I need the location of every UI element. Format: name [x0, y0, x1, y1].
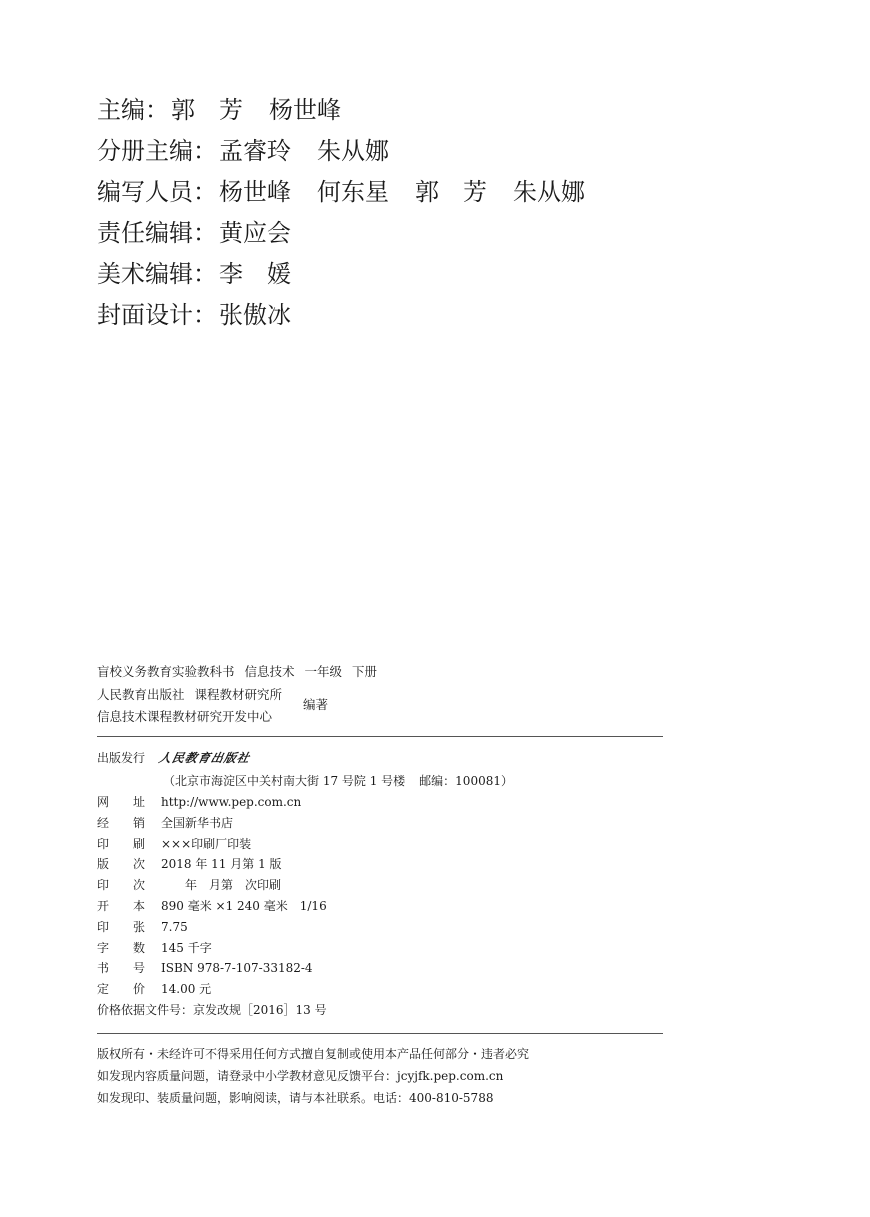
info-row-sheets	[97, 917, 527, 938]
credit-name: 张傲冰	[219, 301, 291, 329]
publisher-label: 出版发行	[97, 751, 146, 765]
credit-name: 郭 芳	[171, 96, 243, 124]
publication-info	[97, 746, 527, 1021]
credit-name: 孟睿玲	[219, 137, 291, 165]
info-row-word-count	[97, 938, 527, 959]
info-value: 2018 年 11 月第 1 版	[161, 857, 282, 872]
credit-names	[219, 172, 611, 213]
credit-name: 何东星	[317, 178, 389, 206]
info-value: ×××印刷厂印装	[161, 836, 252, 851]
credit-label: 分册主编：	[97, 137, 217, 165]
author-publisher: 人民教育出版社	[97, 687, 185, 702]
info-label: 印 刷	[97, 836, 146, 851]
authors-block	[97, 684, 292, 728]
info-label: 书 号	[97, 961, 146, 976]
book-grade: 一年级	[304, 664, 343, 679]
info-value: 7.75	[161, 919, 188, 934]
info-row-edition	[97, 854, 527, 875]
credit-row-art-editor	[97, 254, 611, 295]
copyright-notice: 版权所有・未经许可不得采用任何方式擅自复制或使用本产品任何部分・违者必究	[97, 1047, 530, 1061]
divider-bottom	[97, 1033, 663, 1034]
publisher-postcode: 邮编：100081）	[419, 774, 513, 788]
info-row-format	[97, 896, 527, 917]
info-row-distributor	[97, 813, 527, 834]
info-value: 年 月第 次印刷	[161, 878, 282, 893]
info-value: 145 千字	[161, 940, 212, 955]
credit-name: 朱从娜	[317, 137, 389, 165]
book-volume: 下册	[352, 664, 378, 679]
author-line-1	[97, 684, 292, 706]
credit-label: 编写人员：	[97, 178, 217, 206]
info-label: 开 本	[97, 898, 146, 913]
credit-name: 郭 芳	[415, 178, 487, 206]
book-title	[97, 662, 387, 680]
credit-names	[219, 213, 317, 254]
credit-name: 朱从娜	[513, 178, 585, 206]
info-label: 印 次	[97, 878, 146, 893]
info-label: 经 销	[97, 815, 146, 830]
info-row-impression	[97, 875, 527, 896]
publisher-address-row	[97, 770, 527, 792]
info-value: 全国新华书店	[161, 815, 234, 830]
info-value: 890 毫米 ×1 240 毫米 1/16	[161, 898, 327, 913]
credit-names	[219, 254, 317, 295]
content-feedback-notice: 如发现内容质量问题，请登录中小学教材意见反馈平台：jcyjfk.pep.com.cn	[97, 1069, 504, 1083]
print-quality-notice: 如发现印、装质量问题，影响阅读，请与本社联系。电话：400-810-5788	[97, 1091, 494, 1105]
publisher-row	[97, 746, 527, 770]
website-link[interactable]: http://www.pep.com.cn	[161, 795, 302, 809]
info-label: 网 址	[97, 795, 146, 809]
info-row-price	[97, 979, 527, 1000]
divider-top	[97, 736, 663, 737]
author-role: 编著	[303, 697, 329, 712]
info-row-website	[97, 792, 527, 813]
credit-label: 美术编辑：	[97, 260, 217, 288]
credit-row-volume-editor	[97, 131, 611, 172]
notices-block	[97, 1043, 529, 1109]
credit-row-chief-editor	[97, 90, 611, 131]
author-institute: 课程教材研究所	[194, 687, 283, 702]
credit-row-writers	[97, 172, 611, 213]
info-label: 定 价	[97, 982, 146, 997]
price-basis: 价格依据文件号：京发改规［2016］13 号	[97, 1002, 327, 1017]
credit-row-cover-design	[97, 295, 611, 336]
credit-name: 杨世峰	[269, 96, 341, 124]
info-label: 印 张	[97, 919, 146, 934]
publisher-logo: 人民教育出版社	[157, 751, 252, 765]
info-value: 14.00 元	[161, 982, 212, 997]
credit-names	[171, 90, 367, 131]
credit-row-responsible-editor	[97, 213, 611, 254]
info-row-isbn	[97, 958, 527, 979]
publisher-address: （北京市海淀区中关村南大街 17 号院 1 号楼	[163, 774, 406, 788]
credits-block	[97, 90, 611, 336]
credit-name: 李 媛	[219, 260, 291, 288]
credit-name: 杨世峰	[219, 178, 291, 206]
info-row-printer	[97, 834, 527, 855]
credit-label: 封面设计：	[97, 301, 217, 329]
credit-label: 责任编辑：	[97, 219, 217, 247]
book-subject: 信息技术	[244, 664, 295, 679]
info-label: 版 次	[97, 857, 146, 872]
info-value: ISBN 978-7-107-33182-4	[161, 961, 313, 976]
author-line-2: 信息技术课程教材研究开发中心	[97, 709, 273, 724]
credit-label: 主编：	[97, 96, 169, 124]
book-series: 盲校义务教育实验教科书	[97, 664, 235, 679]
info-label: 字 数	[97, 940, 146, 955]
credit-names	[219, 131, 415, 172]
credit-names	[219, 295, 317, 336]
credit-name: 黄应会	[219, 219, 291, 247]
